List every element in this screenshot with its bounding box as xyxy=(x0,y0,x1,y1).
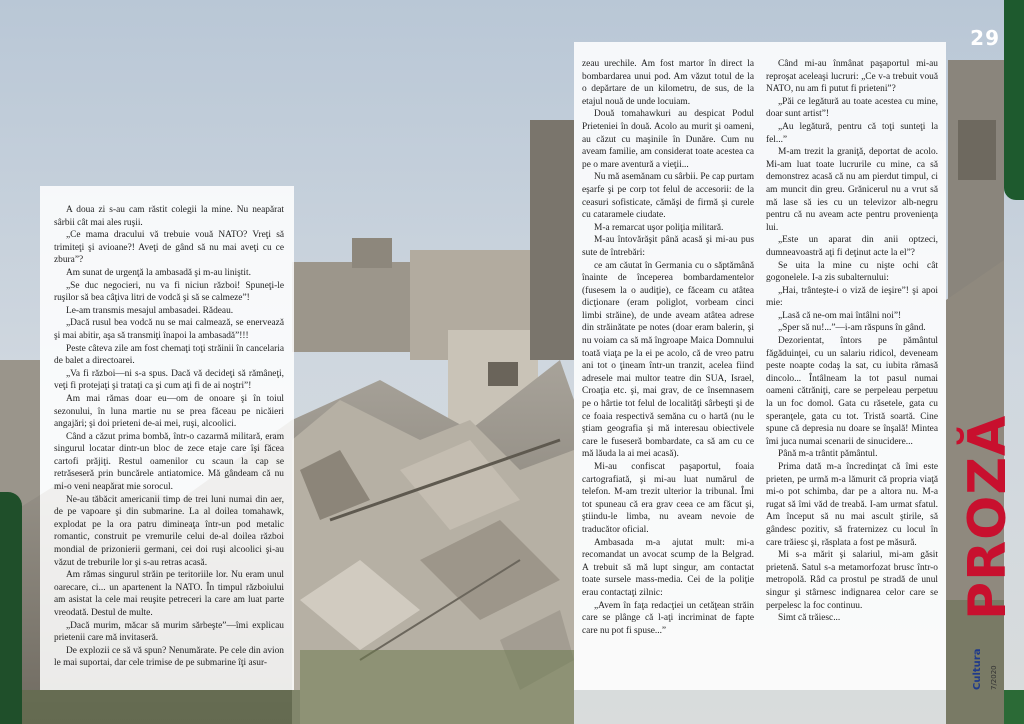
article-paragraph: „Sper să nu!...”—i-am răspuns în gând. xyxy=(778,323,926,334)
article-paragraph: „Se duc negocieri, nu va fi niciun război! Spuneţi-le ruşilor să bea câţiva litri de vodcă şi să se calmeze”! xyxy=(54,280,284,304)
article-text-box-left xyxy=(40,186,294,690)
article-paragraph: „Hai, trânteşte-i o viză de ieşire”! şi apoi mie: xyxy=(766,285,938,309)
magazine-logo-brand: Cultura xyxy=(972,648,983,690)
article-column-1 xyxy=(54,204,284,670)
article-paragraph: De explozii ce să vă spun? Nenumărate. Pe cele din avion le mai suportai, dar cele trimise de pe submarine îţi asur- xyxy=(54,645,284,669)
article-paragraph: zeau urechile. Am fost martor în direct la bombardarea unui pod. Am văzut totul de la o depărtare de un kilometru, de sus, de la etajul nouă de unde locuiam. xyxy=(582,59,754,107)
article-paragraph: „Lasă că ne-om mai întâlni noi”! xyxy=(778,310,902,321)
article-paragraph: Când a căzut prima bombă, într-o cazarmă militară, eram singurul locatar dintr-un bloc de zece etaje care îşi făcea cartofi prăjiţi. Restul oamenilor cu scaun la cap se retrăseseră prin buncărele antiatomice. Mă gândeam că nu mi-o veni neapărat mie sorocul. xyxy=(54,431,284,493)
article-paragraph: Peste câteva zile am fost chemaţi toţi străinii în cancelaria de balet a directoarei. xyxy=(54,343,284,367)
article-paragraph: „Avem în faţa redacţiei un cetăţean străin care se plânge că l-aţi incriminat de fapte care nu pot fi spuse...” xyxy=(582,600,754,636)
article-text-box-right xyxy=(574,42,946,690)
article-paragraph: Mi s-a mărit şi salariul, mi-am găsit prietenă. Satul s-a metamorfozat brusc într-o metropolă. Râd ca prostul pe stradă de unul singur şi stârnesc indignarea celor care se perpelesc la foc continuu. xyxy=(766,550,938,611)
article-paragraph: Două tomahawkuri au despicat Podul Prieteniei în două. Acolo au murit şi oameni, au căzut cu maşinile în Dunăre. Cum nu aveam familie, am considerat toate acestea ca pe o mare aventură a vieţii... xyxy=(582,109,754,170)
green-corner-tab-bottom-right xyxy=(1004,690,1024,724)
article-paragraph: Până m-a trântit pământul. xyxy=(778,449,878,460)
article-column-2 xyxy=(582,58,754,684)
article-paragraph: M-a remarcat uşor poliţia militară. xyxy=(594,222,724,233)
article-paragraph: Dezorientat, întors pe pământul făgăduinţei, cu un salariu ridicol, deveneam peste noapte codaş la sat, cu iubita rămasă dincolo... Întâlneam la tot pasul numai oameni cătrăniţi, care se perpeleau perpetuu la un foc domol. Gata cu răsetele, gata cu speranţele, gata cu tot. Tristă soartă. Cine spune că depresia nu doare se înşală! Mintea îmi juca numai scenarii de sinucidere... xyxy=(766,336,938,447)
section-title-proza: PROZĂ xyxy=(958,414,1018,620)
article-paragraph: Mi-au confiscat paşaportul, foaia cartografiată, şi mi-au luat numărul de telefon. M-am trezit ulterior la tribunal. Îmi tot spuneau că era grav ceea ce am făcut şi, ştiindu-le limba, nu aveam nevoie de traducător oficial. xyxy=(582,462,754,535)
article-paragraph: Am rămas singurul străin pe teritoriile lor. Nu eram unul oarecare, ci... un apartenent la NATO. În timpul războiului am asistat la cele mai reuşite petreceri la care am luat parte vreodată. Destul de multe. xyxy=(54,570,284,618)
article-paragraph: Se uita la mine cu nişte ochi cât gogonelele. I-a zis subalternului: xyxy=(766,260,938,284)
article-paragraph: „Păi ce legătură au toate acestea cu mine, doar sunt artist”! xyxy=(766,96,938,120)
article-paragraph: „Este un aparat din anii optzeci, dumneavoastră aţi fi deţinut acte la el”? xyxy=(766,235,938,258)
article-paragraph: „Dacă rusul bea vodcă nu se mai calmează, se enervează şi mai abitir, aşa să transmiţi înapoi la ambasadă”!!! xyxy=(54,318,284,341)
article-paragraph: M-au întovărăşit până acasă şi mi-au pus sute de întrebări: xyxy=(582,235,754,258)
article-paragraph: Simt că trăiesc... xyxy=(778,613,841,624)
article-paragraph: Am mai rămas doar eu—om de onoare şi în toiul sezonului, în luna martie nu se prea făceau pe nicăieri angajări; şi doi prieteni de-ai mei, ruşi, alcoolici. xyxy=(54,393,284,430)
article-paragraph: Ambasada m-a ajutat mult: mi-a recomandat un avocat scump de la Belgrad. A trebuit să mă lupt singur, am contactat toate sursele mass-media. Cei de la poliţie erau contactaţi zilnic: xyxy=(582,537,754,598)
article-paragraph: Ne-au tăbăcit americanii timp de trei luni numai din aer, de pe vapoare şi din submarine. La al doilea tomahawk, explodat pe la ora patru dimineaţa într-un pod metalic romantic, construit pe vremurile celui de-al doilea război mondial de prizonierii germani, cei doi ruşi alcoolici şi-au văzut de treburile lor şi s-au retras acasă. xyxy=(54,494,284,568)
article-paragraph: Nu mă asemănam cu sârbii. Pe cap purtam eşarfe şi pe corp tot felul de accesorii: de la ceasuri sofisticate, cămăşi de firmă şi curele cu cataramele ciudate. xyxy=(582,172,754,221)
article-paragraph: Le-am transmis mesajul ambasadei. Rădeau. xyxy=(66,305,234,316)
article-paragraph: Am sunat de urgenţă la ambasadă şi m-au liniştit. xyxy=(66,267,251,278)
article-paragraph: M-am trezit la graniţă, deportat de acolo. Mi-am luat toate lucrurile cu mine, ca să demonstrez acasă că nu am pierdut timpul, ci am muncit din greu. Grănicerul nu a vrut să mă lase să ies cu un televizor alb-negru pentru că nu aveam acte pentru provenienţa lui. xyxy=(766,147,938,233)
green-corner-tab-right xyxy=(1004,0,1024,200)
article-paragraph: „Va fi război—ni s-a spus. Dacă vă decideţi să rămâneţi, veţi fi protejaţi şi trataţi ca şi cum aţi fi de ai noştri”! xyxy=(54,368,284,392)
article-paragraph: „Dacă murim, măcar să murim sărbeşte”—îmi explicau prietenii care mă invitaseră. xyxy=(54,620,284,644)
page-number: 29 xyxy=(970,26,1000,50)
magazine-issue-label: 7/2020 xyxy=(990,665,998,690)
article-paragraph: ce am căutat în Germania cu o săptămână înainte de începerea bombardamentelor (fusesem la o audiţie), ce făceam cu atâtea dicţionare (eram poliglot, vorbeam cinci limbi străine), de unde aveam atâtea adrese din străinătate pe notes (doar eram balerin, şi nu voiam ca să mă îngroape Maica Domnului toată viaţa pe la ei pe acolo, că de vreo patru ani tot o ţineam într-un tranzit, acelea fiind adresele mai multor teatre din SUA, Israel, Croaţia etc. şi, mai grav, de ce însemnasem pe o hârtie tot felul de localităţi sârbeşti şi de ce foaia respectivă semăna cu o hartă (nu le ştiam geografia şi mă interesau obiectivele care le fuseseră bombardate, ca să am cu ce mă lăuda la ai mei acasă). xyxy=(582,260,754,460)
article-paragraph: „Ce mama dracului vă trebuie vouă NATO? Vreţi să trimiteţi şi avioane?! Aveţi de gând să nu mai aveţi cu ce zbura”? xyxy=(54,230,284,266)
article-paragraph: „Au legătură, pentru că toţi sunteţi la fel...” xyxy=(766,121,938,145)
article-column-3 xyxy=(766,58,938,684)
green-corner-tab-left xyxy=(0,492,22,724)
article-paragraph: A doua zi s-au cam răstit colegii la mine. Nu neapărat sârbii cât mai ales ruşii. xyxy=(54,205,284,228)
article-paragraph: Prima dată m-a încredinţat că îmi este prieten, pe urmă m-a lămurit că propria viaţă mi-o pot schimba, dar pe a altora nu. M-a rugat să îmi văd de treabă. I-am urmat sfatul. Am început să nu mai ascult ştirile, să gândesc pozitiv, să fraternizez cu locul în care trăiesc şi, răsplata a fost pe măsură. xyxy=(766,462,938,548)
article-paragraph: Când mi-au înmânat paşaportul mi-au reproşat aceleaşi lucruri: „Ce v-a trebuit vouă NATO, nu am fi putut fi prieteni”? xyxy=(766,59,938,95)
